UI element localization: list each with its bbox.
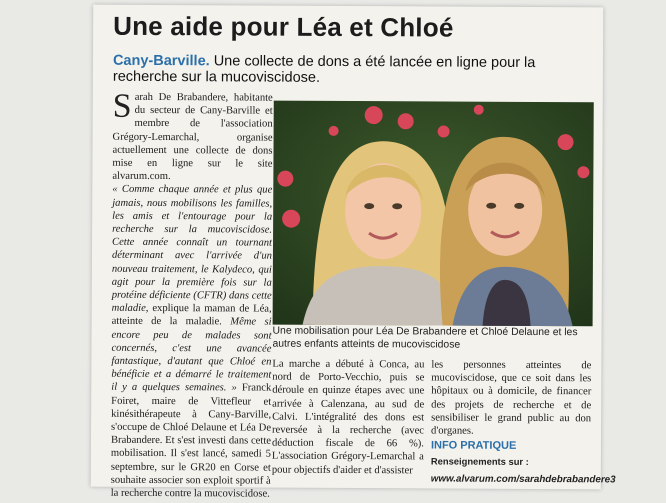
info-url: www.alvarum.com/sarahdebrabandere3 [430, 473, 616, 486]
article-column-2: La marche a débuté à Conca, au nord de Porto-Vecchio, puis se déroule en quinze étapes avec une arrivée à Calenzana, au sud de Calvi. L'intégralité des dons est reversée à la recherche (avec déduction fiscale de 66 %). L'association Grégory-Lemarchal a pour objectifs d'aider et d'assister [271, 358, 425, 476]
photo-caption: Une mobilisation pour Léa De Brabandere et Chloé Delaune et les autres enfants atteints de mucoviscidose [272, 325, 578, 351]
drop-cap: S [112, 87, 132, 125]
article-photo [273, 101, 594, 327]
subhead-text: Une collecte de dons a été lancée en ligne pour la recherche sur la mucoviscidose. [112, 53, 536, 86]
dateline-place: Cany-Barville. [112, 52, 210, 70]
article-headline: Une aide pour Léa et Chloé [113, 10, 454, 43]
article-column-3 [430, 358, 616, 486]
intro-paragraph: arah De Brabandere, habitante du secteur de Cany-Barville et membre de l'association Grégory-Lemarchal, organise actuellement une collecte de dons mise en ligne sur le site alvarum.com. [112, 91, 273, 183]
article-subhead [113, 53, 593, 88]
quote-continued: Même si encore peu de malades sont concernés, c'est une avancée fantastique, d'autant que Chloé en bénéficie et a démarré le traitement il y a quelques semaines. » [111, 316, 272, 394]
outro-paragraph: Franck Foiret, maire de Vittefleur et kinésithérapeute à Cany-Barville, s'occupe de Chloé Delaune et Léa De Brabandere. Et s'est investi dans cette mobilisation. Il s'est lancé, samedi 5 septembre, sur le GR20 en Corse et souhaite associer son exploit sportif à la recherche contre la mucoviscidose. [110, 382, 272, 500]
info-pratique-heading: INFO PRATIQUE [430, 439, 517, 453]
article-column-1 [110, 87, 273, 501]
photo-girls-illustration [273, 101, 594, 327]
newspaper-clipping [91, 5, 616, 500]
quote-paragraph: « Comme chaque année et plus que jamais, nous mobilisons les familles, les amis et l'entourage pour la recherche sur la mucoviscidose. Cette année connaît un tournant déterminant avec l'arrivée d'un nouveau traitement, le Kalydeco, qui agit pour la première fois sur la protéine déficiente (CFTR) dans cette maladie, [111, 184, 273, 315]
info-renseignements-label: Renseignements sur : [430, 455, 529, 468]
quote-attribution: explique la maman de Léa, atteinte de la maladie. [111, 303, 272, 328]
column-3-text: les personnes atteintes de mucoviscidose, que ce soit dans les hôpitaux ou à domicile, de financer des projets de recherche et de sensibiliser le grand public au don d'organes. [431, 359, 592, 437]
